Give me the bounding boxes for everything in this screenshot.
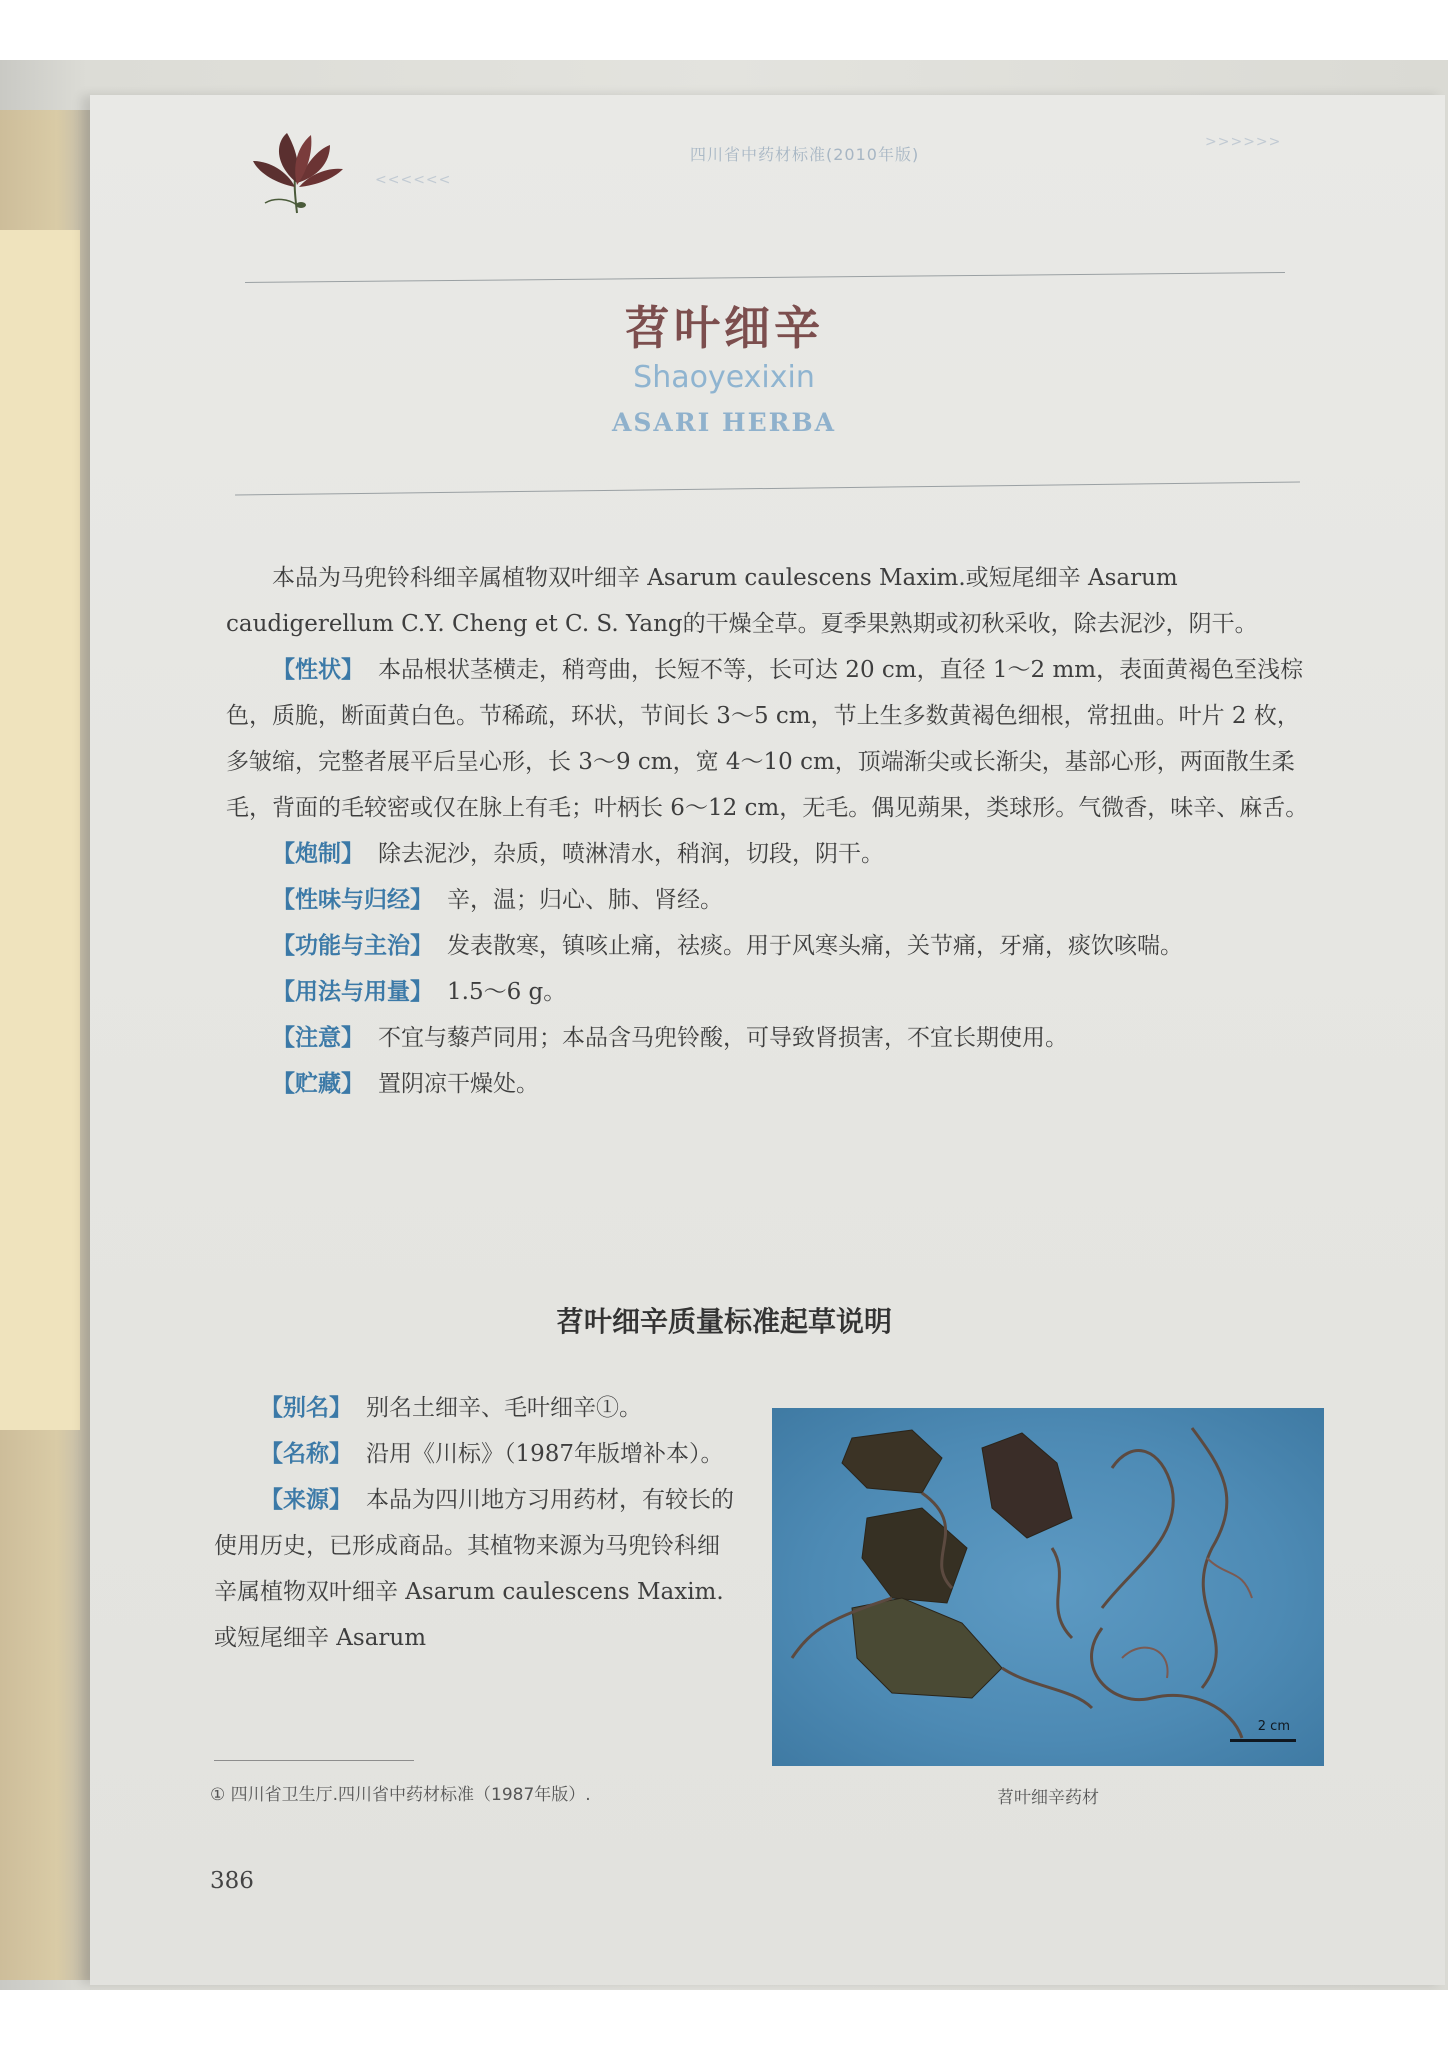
section-label: 【别名】: [260, 1395, 352, 1421]
section-label: 【性状】: [272, 657, 364, 683]
section-label: 【贮藏】: [272, 1071, 364, 1097]
monograph-latin-name: ASARI HERBA: [611, 408, 836, 437]
section-dosage: [226, 969, 1316, 1015]
section-text: 辛，温；归心、肺、肾经。: [447, 887, 723, 913]
section-text: 沿用《川标》（1987年版增补本）。: [366, 1441, 724, 1467]
footnote: ① 四川省卫生厅.四川省中药材标准（1987年版）.: [210, 1785, 591, 1805]
running-title: 四川省中药材标准(2010年版): [690, 145, 920, 164]
intro-paragraph: 本品为马兜铃科细辛属植物双叶细辛 Asarum caulescens Maxim.或短尾细辛 Asarum caudigerellum C.Y. Cheng et C. S. Yang的干燥全草。夏季果熟期或初秋采收，除去泥沙，阴干。: [226, 565, 1258, 637]
header-right-ornament: >>>>>>: [1205, 134, 1282, 150]
page-number: 386: [210, 1868, 254, 1894]
header-left-ornament: <<<<<<: [375, 172, 452, 188]
section-text: 本品根状茎横走，稍弯曲，长短不等，长可达 20 cm，直径 1～2 mm，表面黄褐色至浅棕色，质脆，断面黄白色。节稀疏，环状，节间长 3～5 cm，节上生多数黄褐色细根，常扭曲。叶片 2 枚，多皱缩，完整者展平后呈心形，长 3～9 cm，宽 4～10 cm，顶端渐尖或长渐尖，基部心形，两面散生柔毛，背面的毛较密或仅在脉上有毛；叶柄长 6～12 cm，无毛。偶见蒴果，类球形。气微香，味辛、麻舌。: [226, 657, 1309, 821]
explanation-body: [214, 1385, 740, 1661]
section-alias: [214, 1385, 740, 1431]
section-label: 【用法与用量】: [272, 979, 433, 1005]
explanation-title: 苕叶细辛质量标准起草说明: [555, 1305, 892, 1338]
section-label: 【名称】: [260, 1441, 352, 1467]
scale-bar: [1230, 1739, 1296, 1742]
section-text: 本品为四川地方习用药材，有较长的使用历史，已形成商品。其植物来源为马兜铃科细辛属植物双叶细辛 Asarum caulescens Maxim.或短尾细辛 Asarum: [214, 1487, 734, 1651]
herb-specimen-photo: [772, 1408, 1324, 1766]
section-text: 除去泥沙，杂质，喷淋清水，稍润，切段，阴干。: [378, 841, 884, 867]
section-text: 发表散寒，镇咳止痛，祛痰。用于风寒头痛，关节痛，牙痛，痰饮咳喘。: [447, 933, 1183, 959]
monograph-title: 苕叶细辛: [624, 301, 824, 355]
section-label: 【来源】: [260, 1487, 352, 1513]
monograph-body: [226, 555, 1316, 1107]
footnote-divider: [214, 1760, 414, 1761]
section-precautions: [226, 1015, 1316, 1061]
section-processing: [226, 831, 1316, 877]
section-name: [214, 1431, 740, 1477]
dried-herb-illustration: [772, 1408, 1324, 1766]
section-property-meridian: [226, 877, 1316, 923]
section-functions: [226, 923, 1316, 969]
monograph-pinyin: Shaoyexixin: [633, 360, 815, 395]
scale-label: 2 cm: [1257, 1719, 1290, 1734]
section-text: 置阴凉干燥处。: [378, 1071, 539, 1097]
section-source: [214, 1477, 740, 1661]
section-label: 【功能与主治】: [272, 933, 433, 959]
leaf-ornament-icon: [245, 125, 350, 225]
section-text: 别名土细辛、毛叶细辛①。: [366, 1395, 642, 1421]
section-label: 【炮制】: [272, 841, 364, 867]
section-text: 不宜与藜芦同用；本品含马兜铃酸，可导致肾损害，不宜长期使用。: [378, 1025, 1068, 1051]
figure-caption: 苕叶细辛药材: [997, 1788, 1099, 1808]
section-text: 1.5～6 g。: [447, 979, 567, 1005]
section-characteristics: [226, 647, 1316, 831]
section-storage: [226, 1061, 1316, 1107]
bottom-margin: [0, 1990, 1448, 2048]
section-label: 【性味与归经】: [272, 887, 433, 913]
section-label: 【注意】: [272, 1025, 364, 1051]
